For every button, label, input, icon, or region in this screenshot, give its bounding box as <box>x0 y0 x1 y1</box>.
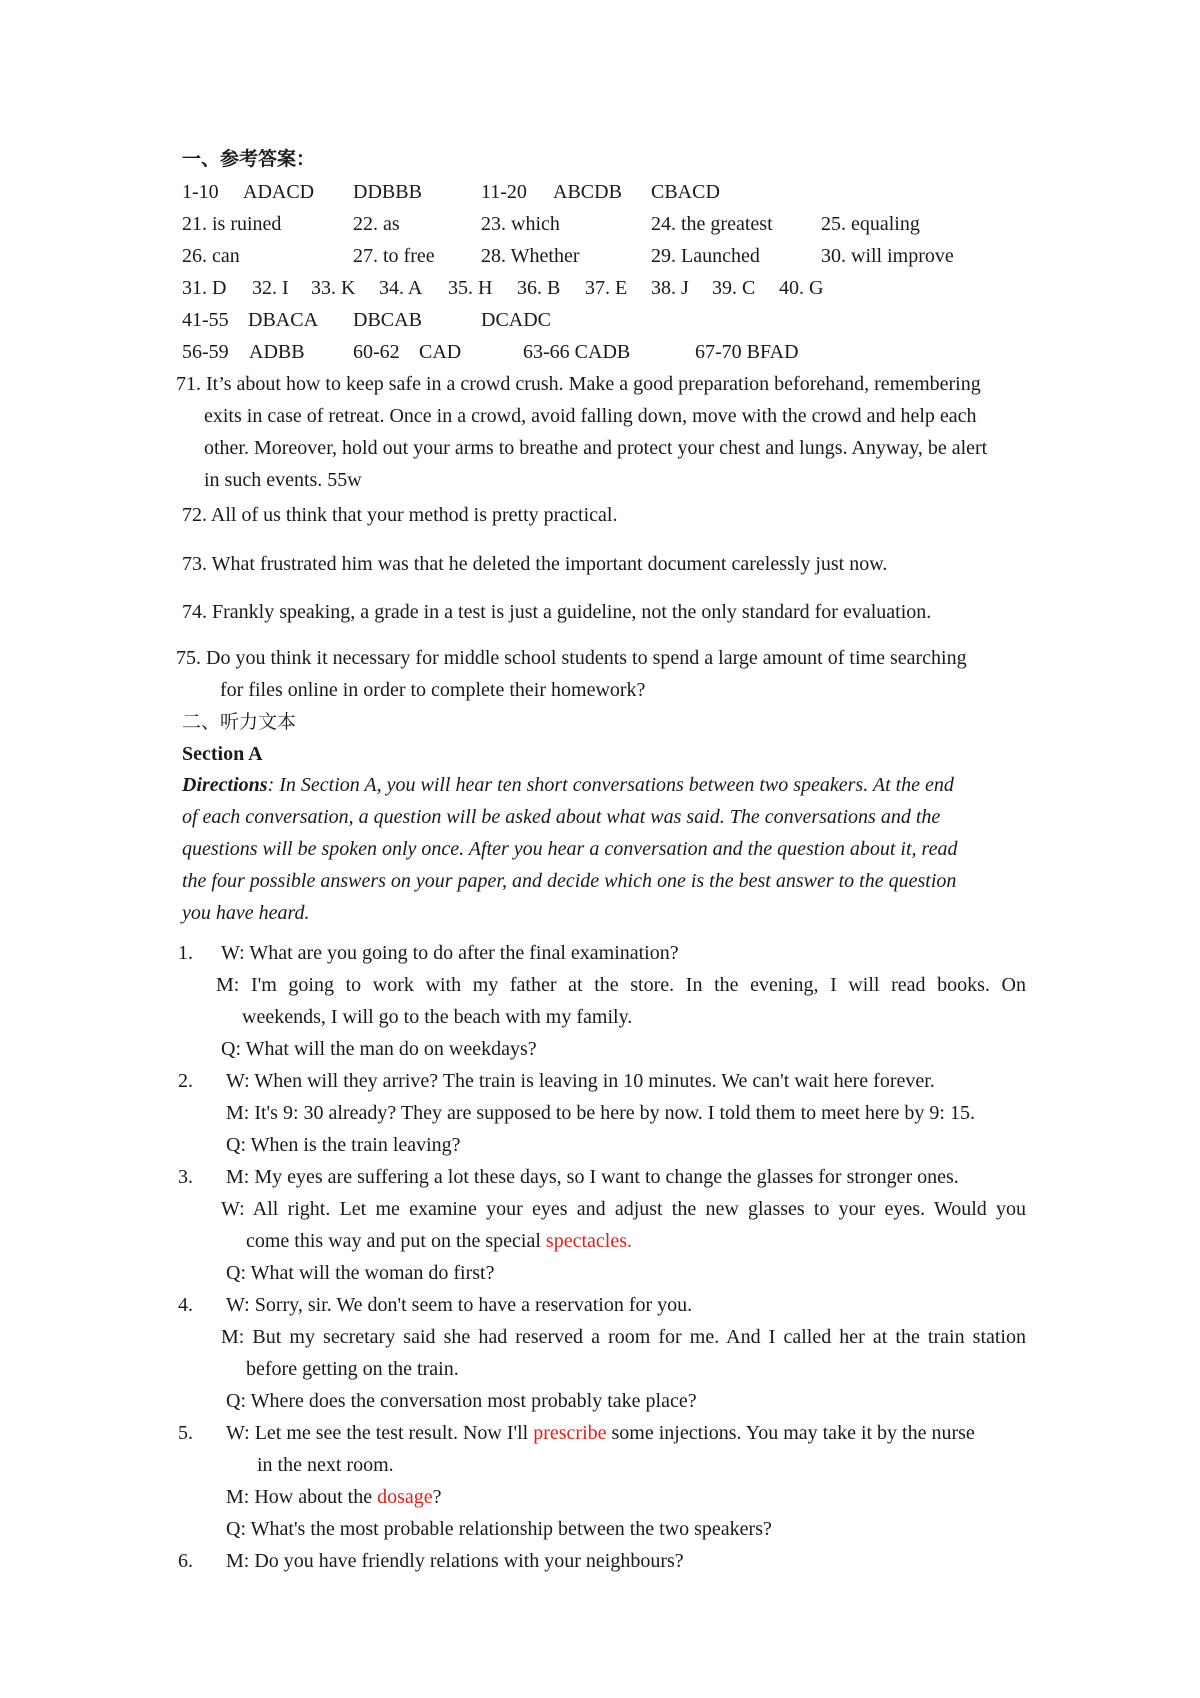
answer-cell: 30. will improve <box>821 245 954 267</box>
directions-text: : In Section A, you will hear ten short conversations between two speakers. At the end <box>267 774 954 796</box>
dialogue-line <box>226 1485 442 1509</box>
answer-line: for files online in order to complete their homework? <box>220 679 646 701</box>
answer-cell: 56-59 <box>182 341 229 363</box>
answer-cell: 21. is ruined <box>182 213 282 235</box>
answer-cell: 26. can <box>182 245 240 267</box>
directions-line: questions will be spoken only once. After you hear a conversation and the question about it, read <box>182 838 958 860</box>
dialogue-line: W: When will they arrive? The train is leaving in 10 minutes. We can't wait here forever. <box>226 1070 935 1092</box>
dialogue-line: M: My eyes are suffering a lot these days, so I want to change the glasses for stronger ones. <box>226 1166 959 1188</box>
answer-cell: CAD <box>419 341 462 363</box>
dialogue-line: M: Do you have friendly relations with your neighbours? <box>226 1550 684 1572</box>
dialogue-text: some injections. You may take it by the nurse <box>606 1422 975 1444</box>
question-line: Q: When is the train leaving? <box>226 1134 461 1156</box>
answer-cell: ADBB <box>249 341 305 363</box>
answer-73: 73. What frustrated him was that he deleted the important document carelessly just now. <box>182 553 888 575</box>
answer-cell: 33. K <box>311 277 356 299</box>
answer-cell: 11-20 <box>481 181 527 203</box>
dialogue-line: in the next room. <box>257 1454 394 1476</box>
answer-cell: 23. which <box>481 213 560 235</box>
answer-cell: 31. D <box>182 277 227 299</box>
answer-72: 72. All of us think that your method is pretty practical. <box>182 504 618 526</box>
directions-line: you have heard. <box>182 902 310 924</box>
answer-cell: 67-70 BFAD <box>695 341 799 363</box>
answer-74: 74. Frankly speaking, a grade in a test is just a guideline, not the only standard for evaluation. <box>182 601 932 623</box>
answer-cell: 63-66 CADB <box>523 341 631 363</box>
answer-cell: CBACD <box>651 181 720 203</box>
dialogue-line: M: It's 9: 30 already? They are supposed to be here by now. I told them to meet here by 9: 15. <box>226 1102 975 1124</box>
dialogue-line: W: Sorry, sir. We don't seem to have a reservation for you. <box>226 1294 693 1316</box>
answer-cell: 28. Whether <box>481 245 580 267</box>
answer-cell: 60-62 <box>353 341 400 363</box>
answer-line: other. Moreover, hold out your arms to breathe and protect your chest and lungs. Anyway, be alert <box>204 437 988 459</box>
directions-label: Directions <box>182 774 268 796</box>
highlighted-word: prescribe <box>533 1422 607 1444</box>
answer-cell: ABCDB <box>553 181 622 203</box>
item-number: 1. <box>178 942 193 964</box>
question-line: Q: What will the man do on weekdays? <box>221 1038 537 1060</box>
dialogue-text: come this way and put on the special <box>246 1230 546 1252</box>
highlighted-word: dosage <box>377 1486 433 1508</box>
answer-cell: ADACD <box>243 181 315 203</box>
answer-cell: 32. I <box>252 277 289 299</box>
dialogue-text: M: How about the <box>226 1486 378 1508</box>
dialogue-line: M: I'm going to work with my father at the store. In the evening, I will read books. On <box>216 974 1026 996</box>
dialogue-line: before getting on the train. <box>246 1358 459 1380</box>
answer-cell: 38. J <box>651 277 689 299</box>
section-heading-answers: 一、参考答案： <box>182 148 316 170</box>
answer-cell: 1-10 <box>182 181 219 203</box>
answer-line: 75. Do you think it necessary for middle school students to spend a large amount of time searching <box>176 647 967 669</box>
directions-line: of each conversation, a question will be asked about what was said. The conversations and the <box>182 806 941 828</box>
answer-cell: 24. the greatest <box>651 213 773 235</box>
answer-line: 71. It’s about how to keep safe in a crowd crush. Make a good preparation beforehand, remembering <box>176 373 981 395</box>
answer-cell: 36. B <box>517 277 561 299</box>
answer-cell: 37. E <box>585 277 628 299</box>
item-number: 2. <box>178 1070 193 1092</box>
directions-line-1 <box>182 773 954 797</box>
dialogue-text: W: Let me see the test result. Now I'll <box>226 1422 534 1444</box>
highlighted-word: spectacles. <box>545 1230 632 1252</box>
question-line: Q: What will the woman do first? <box>226 1262 495 1284</box>
item-number: 4. <box>178 1294 193 1316</box>
item-number: 3. <box>178 1166 193 1188</box>
section-heading-listening: 二、听力文本 <box>182 711 297 733</box>
answer-cell: 25. equaling <box>821 213 920 235</box>
answer-cell: 34. A <box>379 277 423 299</box>
answer-cell: 39. C <box>712 277 756 299</box>
dialogue-line <box>226 1421 975 1445</box>
item-number: 5. <box>178 1422 193 1444</box>
answer-cell: 41-55 <box>182 309 229 331</box>
dialogue-line: weekends, I will go to the beach with my family. <box>242 1006 633 1028</box>
dialogue-line <box>246 1229 632 1253</box>
answer-cell: 29. Launched <box>651 245 760 267</box>
answer-cell: DCADC <box>481 309 552 331</box>
question-line: Q: What's the most probable relationship between the two speakers? <box>226 1518 772 1540</box>
dialogue-text: ? <box>432 1486 442 1508</box>
answer-cell: DBACA <box>248 309 319 331</box>
answer-cell: 40. G <box>779 277 824 299</box>
answer-line: exits in case of retreat. Once in a crowd, avoid falling down, move with the crowd and help each <box>204 405 977 427</box>
item-number: 6. <box>178 1550 193 1572</box>
section-a-title: Section A <box>182 743 263 765</box>
question-line: Q: Where does the conversation most probably take place? <box>226 1390 697 1412</box>
dialogue-line: W: What are you going to do after the final examination? <box>221 942 679 964</box>
directions-line: the four possible answers on your paper, and decide which one is the best answer to the question <box>182 870 957 892</box>
answer-line: in such events. 55w <box>204 469 362 491</box>
dialogue-line: W: All right. Let me examine your eyes and adjust the new glasses to your eyes. Would you <box>221 1198 1026 1220</box>
answer-cell: DDBBB <box>353 181 422 203</box>
answer-cell: DBCAB <box>353 309 422 331</box>
answer-cell: 35. H <box>448 277 493 299</box>
answer-cell: 22. as <box>353 213 400 235</box>
answer-cell: 27. to free <box>353 245 435 267</box>
dialogue-line: M: But my secretary said she had reserved a room for me. And I called her at the train station <box>221 1326 1026 1348</box>
